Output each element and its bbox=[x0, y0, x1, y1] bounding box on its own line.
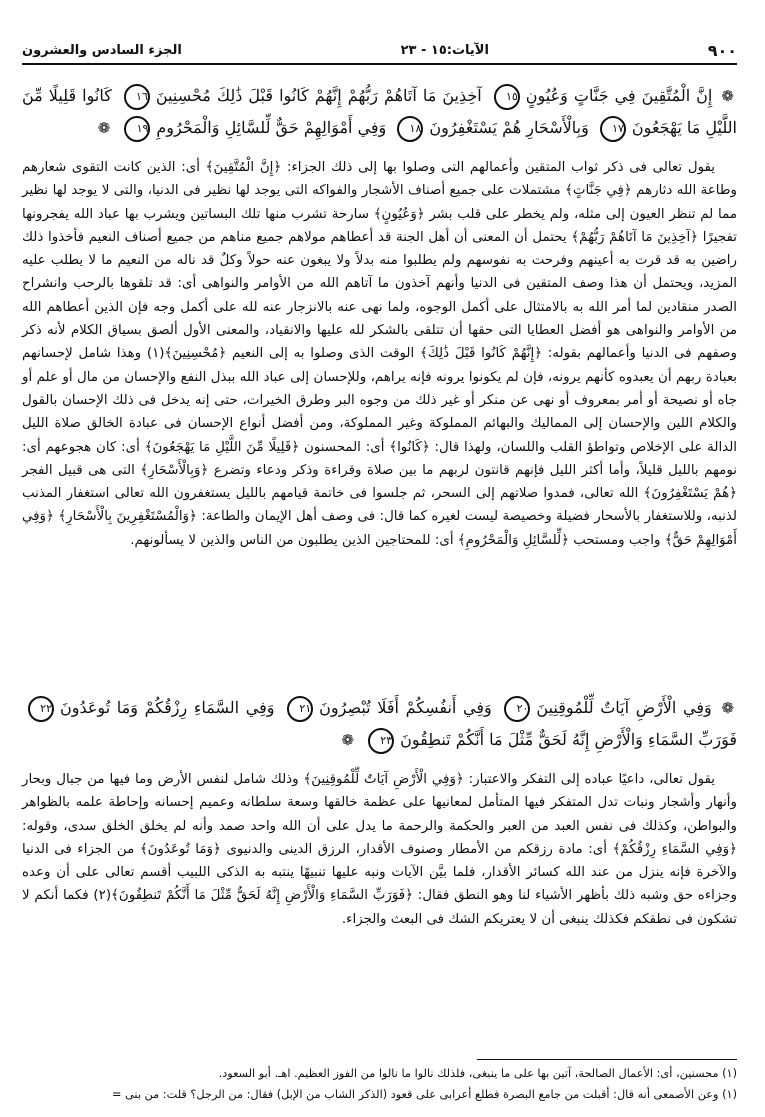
verse-18: وَبِالْأَسْحَارِ هُمْ يَسْتَغْفِرُونَ bbox=[429, 118, 589, 137]
verse-number-20: ٢٠ bbox=[504, 696, 530, 722]
verse-23: فَوَرَبِّ السَّمَاءِ وَالْأَرْضِ إِنَّهُ لَحَقٌّ مِّثْلَ مَا أَنَّكُمْ تَنطِقُونَ bbox=[400, 730, 737, 749]
ayat-range: الآيات:١٥ - ٢٣ bbox=[400, 42, 489, 58]
verses-block-middle bbox=[22, 692, 737, 756]
verse-number-16: ١٦ bbox=[124, 84, 150, 110]
header-rule bbox=[22, 63, 737, 65]
footnote-1: (١) محسنين، أى: الأعمال الصالحة، آتين بها على ما ينبغى، فلذلك نالوا ما نالوا من الفوز العظيم. اهـ. أبو السعود. bbox=[218, 1067, 737, 1080]
verse-16: آخِذِينَ مَا آتَاهُمْ رَبُّهُمْ إِنَّهُمْ كَانُوا قَبْلَ ذَٰلِكَ مُحْسِنِينَ bbox=[155, 86, 482, 105]
verse-number-17: ١٧ bbox=[600, 116, 626, 142]
ornament-icon: ❁ bbox=[721, 699, 735, 717]
verse-number-22: ٢٢ bbox=[28, 696, 54, 722]
ornament-icon: ❁ bbox=[97, 119, 111, 137]
verse-number-23: ٢٣ bbox=[368, 728, 394, 754]
verse-22: وَفِي السَّمَاءِ رِزْقُكُمْ وَمَا تُوعَدُونَ bbox=[60, 698, 275, 717]
verse-20: وَفِي الْأَرْضِ آيَاتٌ لِّلْمُوقِنِينَ bbox=[536, 698, 712, 717]
ornament-icon: ❁ bbox=[721, 87, 734, 105]
verse-17: كَانُوا قَلِيلًا مِّنَ اللَّيْلِ مَا يَهْجَعُونَ bbox=[22, 86, 737, 137]
page-number: ٩٠٠ bbox=[707, 40, 737, 60]
tafsir-paragraph: يقول تعالى، داعيًا عباده إلى التفكر والاعتبار: ﴿وَفِي الْأَرْضِ آيَاتٌ لِّلْمُوقِنِينَ﴾ وذلك شامل لنفس الأرض وما فيها من جبال وبحار وأنهار وأشجار ونبات تدل المتفكر فيها المتأمل لمعانيها على عظمة خالقها وسعة سلطانه وعميم إحسانه وإحاطة علمه بالظواهر والبواطن، وكذلك فى نفس العبد من العبر والحكمة والرحمة ما يدل على أن الله واحد صمد وأنه لم يخلق الخلق سدى، وقوله: ﴿وَفِي السَّمَاءِ رِزْقُكُمْ﴾ أى: مادة رزقكم من الأمطار وصنوف الأقدار، الرزق الدينى والدنيوى ﴿وَمَا تُوعَدُونَ﴾ من الجزاء فى الدنيا والآخرة فإنه ينزل من عند الله كسائر الأقدار، فلما بيَّن الآيات ونبه عليها تنبيهًا ينتبه به الذكى اللبيب أقسم تعالى على أن وعده وجزاءه حق وشبه ذلك بأظهر الأشياء لنا وهو النطق فقال: ﴿فَوَرَبِّ السَّمَاءِ وَالْأَرْضِ إِنَّهُ لَحَقٌّ مِّثْلَ مَا أَنَّكُمْ تَنطِقُونَ﴾(٢) فكما أنكم لا تشكون فى نطقكم فكذلك ينبغى أن لا يعتريكم الشك فى البعث والجزاء. bbox=[22, 772, 737, 927]
footnote-2: (١) وعن الأصمعى أنه قال: أقبلت من جامع البصرة فطلع أعرابى على قعود (الذكر الشاب من الإبل) فقال: من الرجل؟ قلت: من بنى = bbox=[111, 1088, 737, 1101]
verse-19: وَفِي أَمْوَالِهِمْ حَقٌّ لِّلسَّائِلِ وَالْمَحْرُومِ bbox=[156, 118, 387, 137]
verse-number-18: ١٨ bbox=[397, 116, 423, 142]
tafsir-paragraph: يقول تعالى فى ذكر ثواب المتقين وأعمالهم التى وصلوا بها إلى ذلك الجزاء: ﴿إِنَّ الْمُتَّقِينَ﴾ أى: الذين كانت التقوى شعارهم وطاعة الله دثارهم ﴿فِي جَنَّاتٍ﴾ مشتملات على جميع أصناف الأشجار والفواكه التى يوجد لها نظير فى الدنيا، والتى لا يوجد لها نظير مما لم تنظر العيون إلى مثله، ولم يخطر على قلب بشر ﴿وَعُيُونٍ﴾ سارحة تشرب منها تلك البساتين ويشرب بها عباد الله يفجرونها تفجيرًا ﴿آخِذِينَ مَا آتَاهُمْ رَبُّهُمْ﴾ يحتمل أن المعنى أن أهل الجنة قد أعطاهم مولاهم جميع مناهم من جميع أصناف النعيم فأخذوا ذلك راضين به قد قرت به أعينهم وفرحت به نفوسهم ولم يطلبوا منه بدلاً ولا يبغون عنه حولاً وكلٌ قد ناله من النعيم ما لا يطلب عليه المزيد، ويحتمل أن هذا وصف المتقين فى الدنيا وأنهم آخذون ما آتاهم الله من الأوامر والنواهى أى: قد تلقوها بالرحب وانشراح الصدر منقادين لما أمر الله به بالامتثال على أكمل الوجوه، ولما نهى عنه بالانزجار عنه لله على أكمل وجه فإن الذين أعطاهم الله من الأوامر والنواهى هو أفضل العطايا التى حقها أن تتلقى بالشكر لله عليها والانقياد، والمعنى الأول ألصق بسياق الكلام لأنه ذكر وصفهم فى الدنيا وأعمالهم بقوله: ﴿إِنَّهُمْ كَانُوا قَبْلَ ذَٰلِكَ﴾ الوقت الذى وصلوا به إلى النعيم ﴿مُحْسِنِينَ﴾(١) وهذا شامل لإحسانهم بعبادة ربهم أن يعبدوه كأنهم يرونه، فإن لم يكونوا يرونه فإنه يراهم، وللإحسان إلى عباد الله ببذل النفع والإحسان من مال أو علم أو جاه أو نصيحة أو أمر بمعروف أو نهى عن منكر أو غير ذلك من وجوه البر وطرق الخيرات، حتى إنه يدخل فى ذلك الإحسان بالقول والكلام اللين والإحسان إلى المماليك والبهائم المملوكة وغير المملوكة، ومن أفضل أنواع الإحسان فى عبادة الخالق صلاة الليل الدالة على الإخلاص وتواطؤ القلب واللسان، ولهذا قال: ﴿كَانُوا﴾ أى: المحسنون ﴿قَلِيلًا مِّنَ اللَّيْلِ مَا يَهْجَعُونَ﴾ أى: كان هجوعهم أى: نومهم بالليل قليلاً، وأما أكثر الليل فإنهم قانتون لربهم ما بين صلاة وقراءة وذكر ودعاء وتضرع ﴿وَبِالْأَسْحَارِ﴾ التى هى قبيل الفجر ﴿هُمْ يَسْتَغْفِرُونَ﴾ الله تعالى، فمدوا صلاتهم إلى السحر، ثم جلسوا فى خاتمة قيامهم بالليل يستغفرون الله تعالى استغفار المذنب لذنبه، وللاستغفار بالأسحار فضيلة وخصيصة ليست لغيره كما قال: فى وصف أهل الإيمان والطاعة: ﴿وَالْمُسْتَغْفِرِينَ بِالْأَسْحَارِ﴾ ﴿وَفِي أَمْوَالِهِمْ حَقٌّ﴾ واجب ومستحب ﴿لِّلسَّائِلِ وَالْمَحْرُومِ﴾ أى: للمحتاجين الذين يطلبون من الناس والذين لا يسألونهم. bbox=[22, 160, 737, 548]
verse-number-21: ٢١ bbox=[287, 696, 313, 722]
footnote-separator bbox=[477, 1059, 737, 1060]
ornament-icon: ❁ bbox=[341, 731, 355, 749]
verses-block-top bbox=[22, 80, 737, 144]
juz-title: الجزء السادس والعشرون bbox=[22, 42, 182, 58]
verse-15: إِنَّ الْمُتَّقِينَ فِي جَنَّاتٍ وَعُيُونٍ bbox=[525, 86, 713, 105]
verse-21: وَفِي أَنفُسِكُمْ أَفَلَا تُبْصِرُونَ bbox=[319, 698, 492, 717]
verse-number-15: ١٥ bbox=[494, 84, 520, 110]
page-header bbox=[22, 38, 737, 62]
tafsir-block-1 bbox=[22, 156, 737, 676]
tafsir-block-2 bbox=[22, 768, 737, 1048]
verse-number-19: ١٩ bbox=[124, 116, 150, 142]
